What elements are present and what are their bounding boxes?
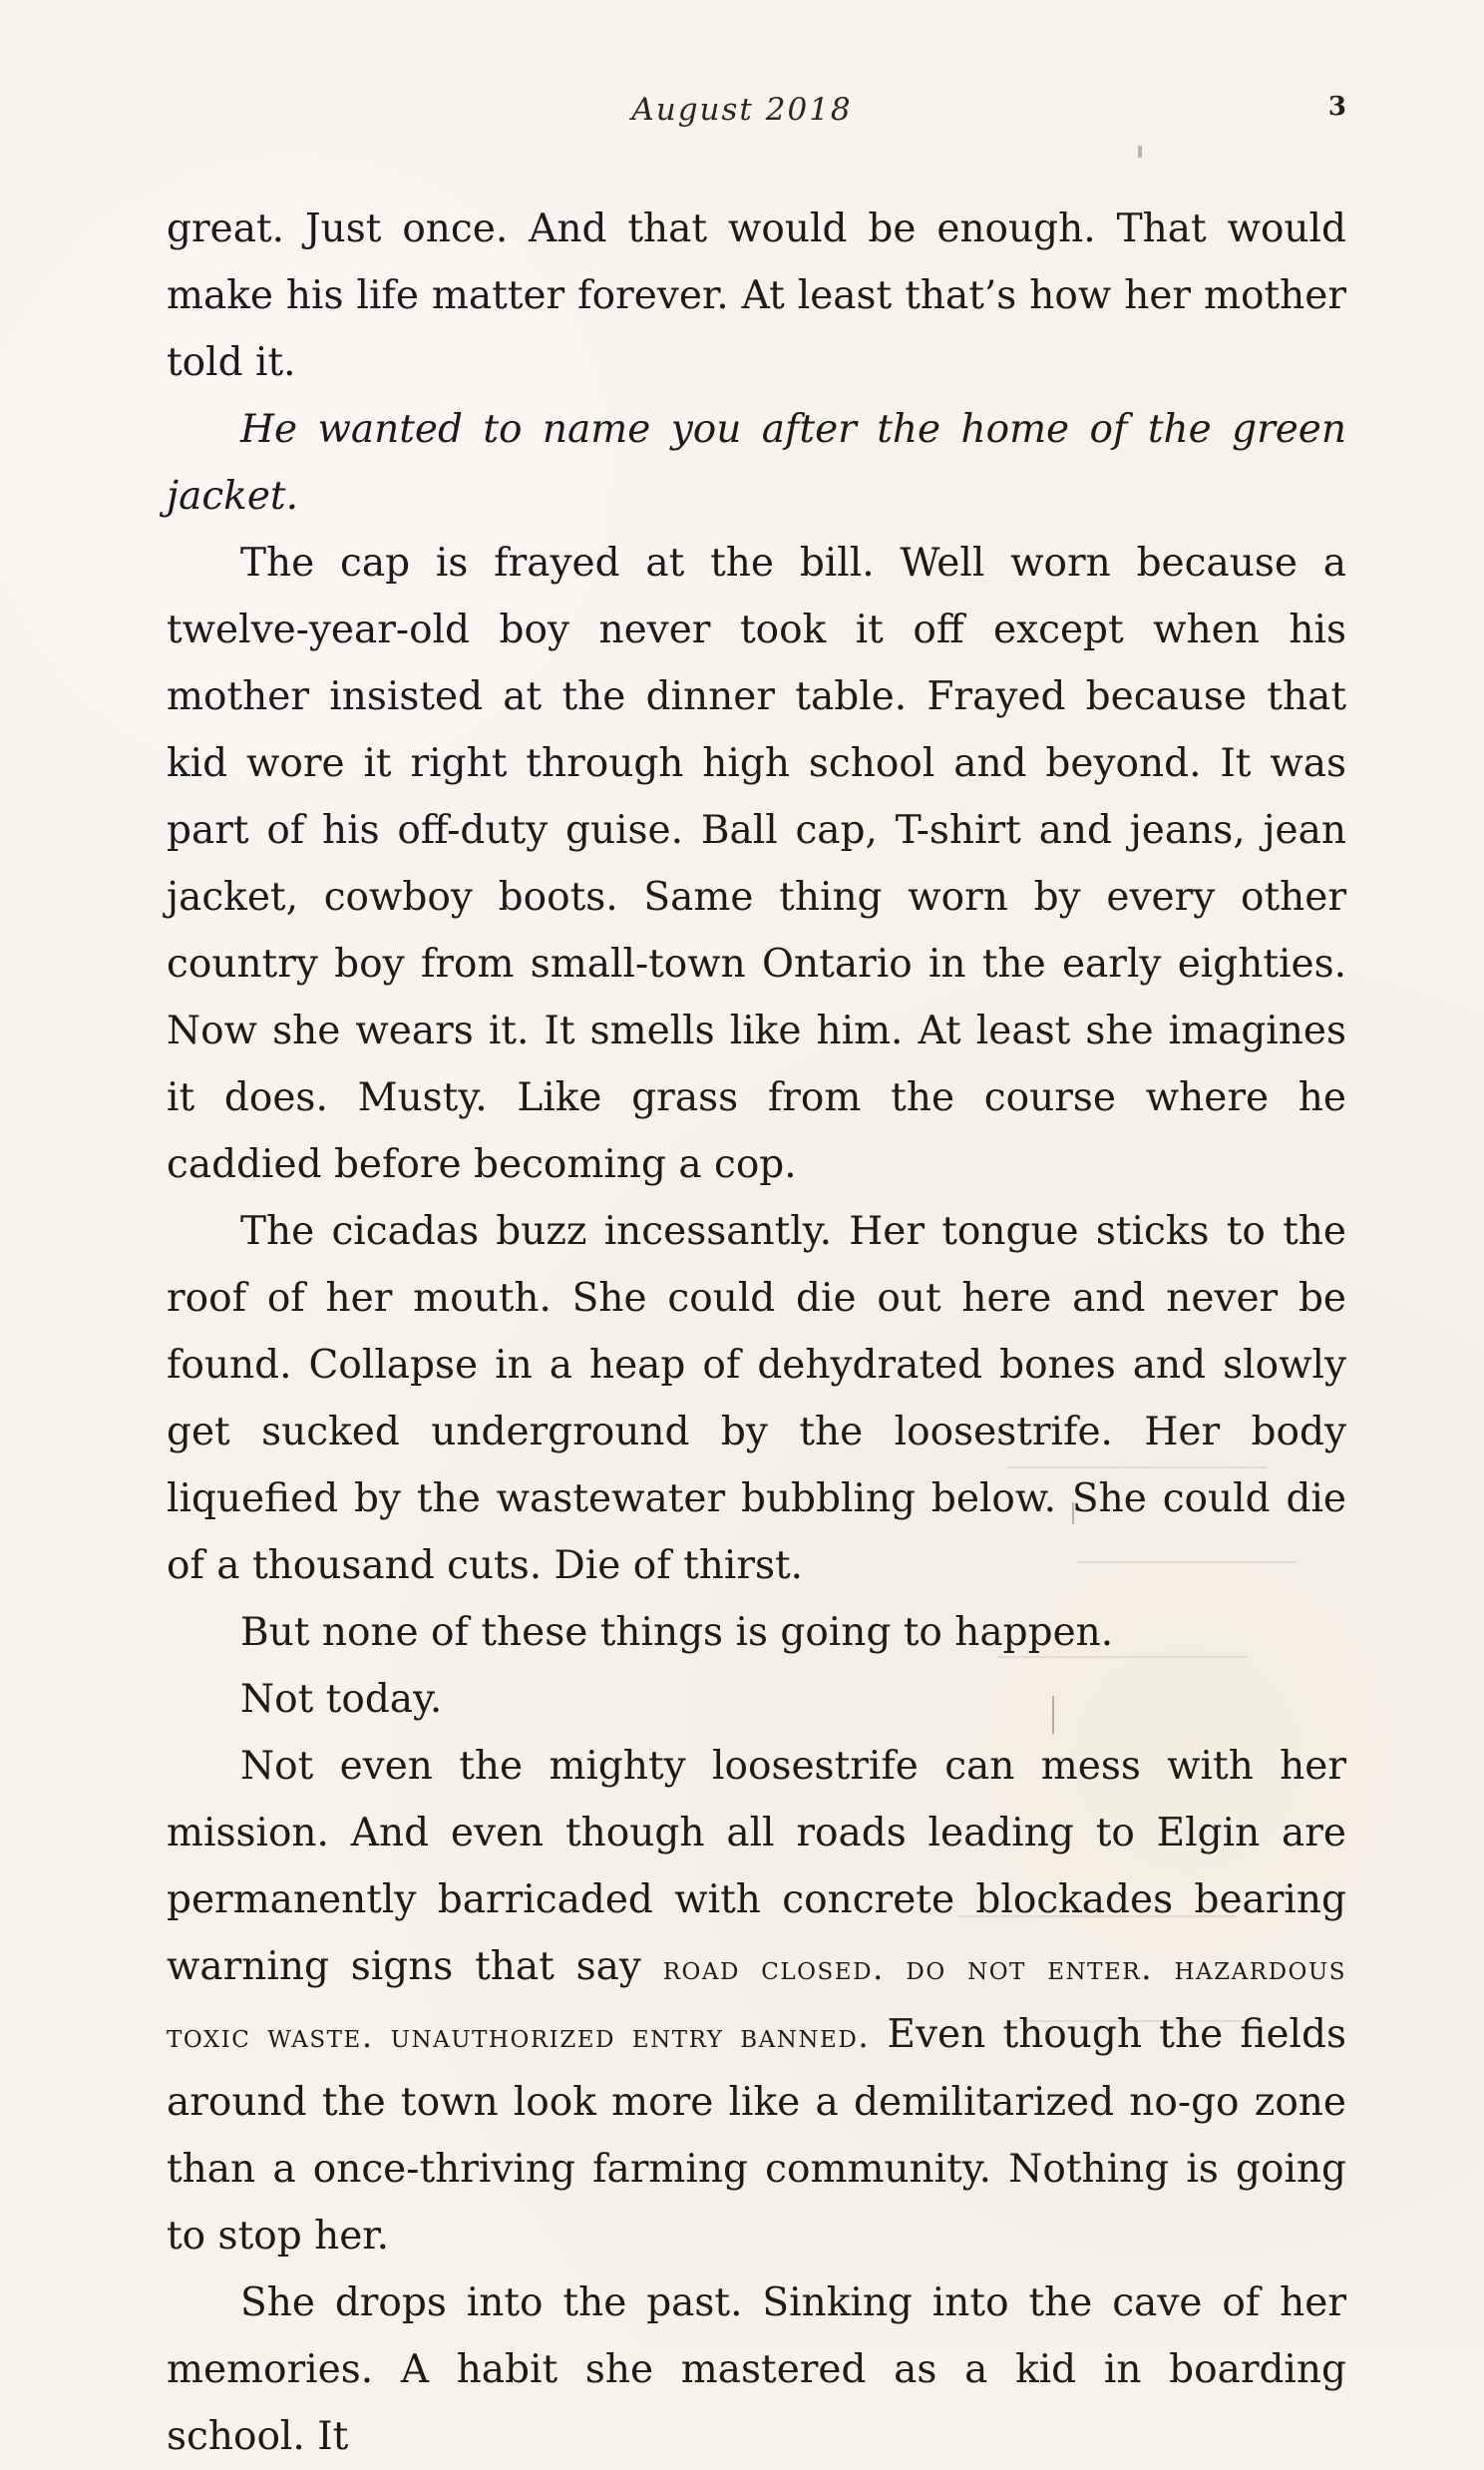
body-text <box>167 196 1346 2470</box>
paragraph-italic-quote: He wanted to name you after the home of the green jacket. <box>167 407 1346 519</box>
paragraph: She drops into the past. Sinking into the cave of her memories. A habit she mastered as a kid in boarding school. It <box>167 2280 1346 2459</box>
paragraph-text: Not even the mighty loosestrife can mess with her mission. And even though all roads leading to Elgin are permanently barricaded with concrete blockades bearing warning signs that say <box>167 1744 1346 1989</box>
running-head: August 2018 <box>631 92 853 128</box>
warning-sign-text: road closed. do not enter. hazardous toxic waste. unauthorized entry banned. <box>167 1948 1347 2055</box>
paragraph: great. Just once. And that would be enough. That would make his life matter forever. At least that’s how her mother told it. <box>167 206 1346 385</box>
page-number: 3 <box>1327 92 1346 122</box>
paragraph: The cap is frayed at the bill. Well worn because a twelve-year-old boy never took it off except when his mother insisted at the dinner table. Frayed because that kid wore it right through high school and beyond. It was part of his off-duty guise. Ball cap, T-shirt and jeans, jean jacket, cowboy boots. Same thing worn by every other country boy from small-town Ontario in the early eighties. Now she wears it. It smells like him. At least she imagines it does. Musty. Like grass from the course where he caddied before becoming a cop. <box>167 541 1346 1187</box>
speck-mark <box>1138 146 1142 158</box>
paragraph-text: Even though the fields around the town look more like a demilitarized no-go zone than a once-thriving farming community. Nothing is going to stop her. <box>167 2012 1346 2259</box>
paragraph: Not today. <box>240 1677 443 1722</box>
paragraph: The cicadas buzz incessantly. Her tongue sticks to the roof of her mouth. She could die out here and never be found. Collapse in a heap of dehydrated bones and slowly get sucked underground by the loosestrife. Her body liquefied by the wastewater bubbling below. She could die of a thousand cuts. Die of thirst. <box>167 1209 1346 1588</box>
paragraph-mission <box>167 1733 1346 2269</box>
paragraph: But none of these things is going to happen. <box>240 1610 1114 1655</box>
page-header <box>0 92 1484 132</box>
